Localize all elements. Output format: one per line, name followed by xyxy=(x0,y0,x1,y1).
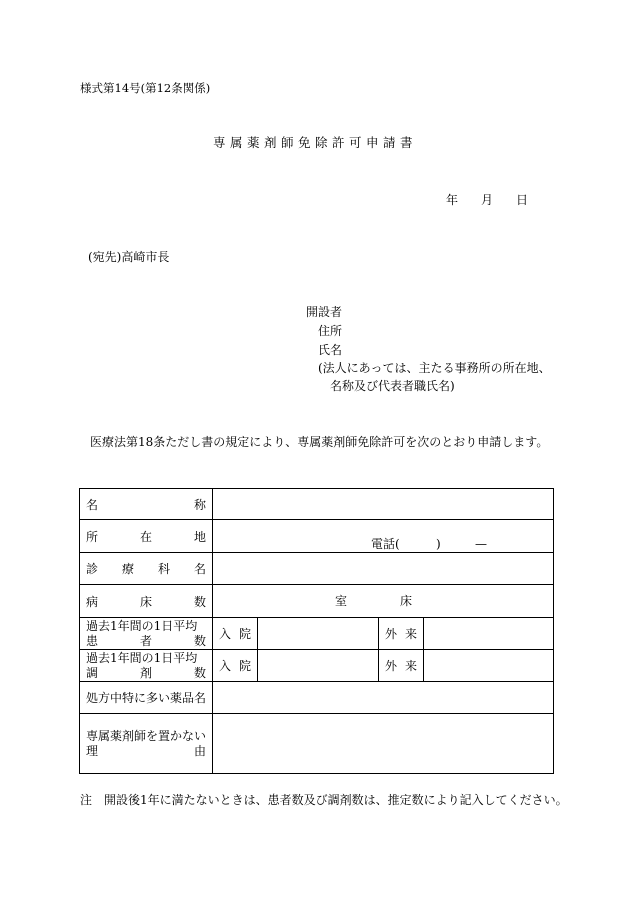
departments-label-cell xyxy=(80,553,213,585)
prescription-drugs-label: 処方中特に多い薬品名 xyxy=(86,691,207,705)
patients-inpatient-label xyxy=(213,618,258,650)
row-departments xyxy=(80,553,554,585)
reason-label-char: 由 xyxy=(193,744,206,758)
patients-label-char: 患 xyxy=(86,634,99,648)
avg-dispensing-label-cell xyxy=(80,650,213,682)
date-day-label: 日 xyxy=(516,193,529,207)
form-number: 様式第14号(第12条関係) xyxy=(80,81,211,95)
dispensing-outpatient-label xyxy=(379,650,424,682)
name-label-char: 称 xyxy=(193,497,206,512)
prescription-drugs-value-cell[interactable] xyxy=(213,682,554,714)
departments-label-char: 療 xyxy=(121,562,134,576)
application-form-table xyxy=(79,488,554,774)
beds-label-char: 数 xyxy=(193,594,206,609)
inpatient-char: 入 xyxy=(219,627,232,641)
corporate-note-line2: 名称及び代表者職氏名) xyxy=(330,379,455,393)
row-prescription-drugs xyxy=(80,682,554,714)
dispensing-inpatient-value[interactable] xyxy=(258,650,379,682)
location-value-cell[interactable] xyxy=(213,520,554,553)
beds-unit: 床 xyxy=(400,594,413,608)
addressee: (宛先)高崎市長 xyxy=(88,250,170,264)
prescription-drugs-label-cell xyxy=(80,682,213,714)
name-value-cell[interactable] xyxy=(213,489,554,520)
row-avg-patients xyxy=(80,618,554,650)
application-statement: 医療法第18条ただし書の規定により、専属薬剤師免除許可を次のとおり申請します。 xyxy=(90,435,549,449)
departments-label-char: 診 xyxy=(86,562,99,576)
location-label-char: 在 xyxy=(139,529,152,544)
location-label-char: 所 xyxy=(86,529,99,544)
rooms-unit: 室 xyxy=(335,594,348,608)
outpatient-char: 外 xyxy=(385,659,398,673)
departments-label-char: 科 xyxy=(157,562,170,576)
phone-close-paren: ) xyxy=(436,537,441,551)
reason-label-cell xyxy=(80,714,213,774)
beds-value-cell[interactable] xyxy=(213,585,554,618)
beds-label-cell xyxy=(80,585,213,618)
patients-outpatient-value[interactable] xyxy=(424,618,554,650)
inpatient-char: 院 xyxy=(238,659,251,673)
name-label-cell xyxy=(80,489,213,520)
patients-outpatient-label xyxy=(379,618,424,650)
patients-label-char: 者 xyxy=(139,634,152,648)
avg-daily-label: 過去1年間の1日平均 xyxy=(86,619,198,633)
avg-patients-label-cell xyxy=(80,618,213,650)
applicant-name-label: 氏名 xyxy=(318,343,343,357)
document-title: 専属薬剤師免除許可申請書 xyxy=(212,135,417,150)
beds-label-char: 床 xyxy=(139,594,152,609)
phone-dash: — xyxy=(475,537,487,551)
applicant-address-label: 住所 xyxy=(318,324,343,338)
patients-inpatient-value[interactable] xyxy=(258,618,379,650)
location-label-cell xyxy=(80,520,213,553)
dispensing-outpatient-value[interactable] xyxy=(424,650,554,682)
dispensing-inpatient-label xyxy=(213,650,258,682)
location-label-char: 地 xyxy=(193,529,206,544)
dispensing-label-char: 剤 xyxy=(139,666,152,680)
dispensing-label-char: 数 xyxy=(193,666,206,680)
applicant-heading: 開設者 xyxy=(306,305,343,319)
footnote: 注 開設後1年に満たないときは、患者数及び調剤数は、推定数により記入してください。 xyxy=(80,793,568,807)
date-year-label: 年 xyxy=(446,193,459,207)
outpatient-char: 外 xyxy=(385,627,398,641)
inpatient-char: 入 xyxy=(219,659,232,673)
row-avg-dispensing xyxy=(80,650,554,682)
date-month-label: 月 xyxy=(481,193,494,207)
row-reason xyxy=(80,714,554,774)
corporate-note-line1: (法人にあっては、主たる事務所の所在地、 xyxy=(318,361,551,375)
reason-label-char: 理 xyxy=(86,744,99,758)
row-name xyxy=(80,489,554,520)
phone-label: 電話( xyxy=(371,537,400,551)
inpatient-char: 院 xyxy=(238,627,251,641)
reason-value-cell[interactable] xyxy=(213,714,554,774)
departments-label-char: 名 xyxy=(193,562,206,576)
dispensing-label-char: 調 xyxy=(86,666,99,680)
departments-value-cell[interactable] xyxy=(213,553,554,585)
outpatient-char: 来 xyxy=(404,627,417,641)
outpatient-char: 来 xyxy=(404,659,417,673)
patients-label-char: 数 xyxy=(193,634,206,648)
row-beds xyxy=(80,585,554,618)
beds-label-char: 病 xyxy=(86,594,99,609)
reason-label-line1: 専属薬剤師を置かない xyxy=(86,729,207,743)
row-location xyxy=(80,520,554,553)
avg-daily-label: 過去1年間の1日平均 xyxy=(86,651,198,665)
name-label-char: 名 xyxy=(86,497,99,512)
